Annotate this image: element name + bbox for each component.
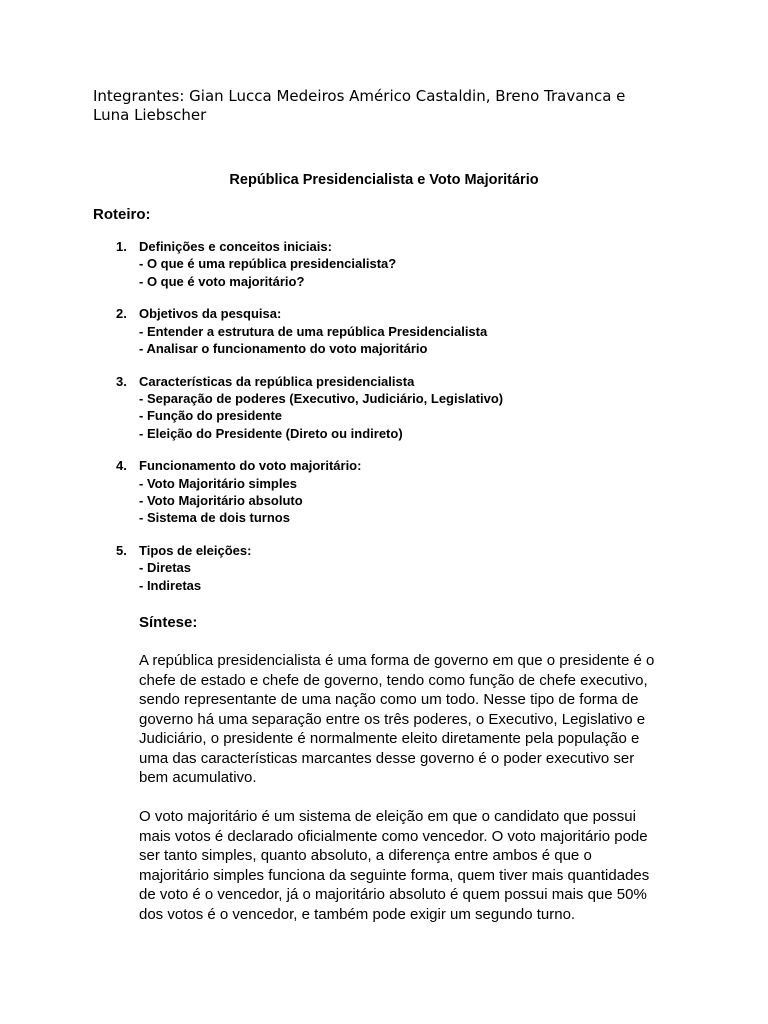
outline-subitem: - Indiretas (139, 577, 202, 593)
outline-number: 3. (116, 373, 127, 389)
outline-subitem: - O que é voto majoritário? (139, 273, 305, 289)
outline-subitem: - Função do presidente (139, 408, 283, 424)
paragraph-line: sendo representante de uma nação como um todo. Nesse tipo de forma de (139, 691, 639, 708)
paragraph-line: bem acumulativo. (139, 769, 257, 786)
outline-list (0, 238, 699, 610)
paragraph-line: majoritário simples funciona da seguinte forma, quem tiver mais quantidades (139, 866, 650, 884)
outline-heading: Funcionamento do voto majoritário: (139, 458, 362, 474)
sintese-heading: Síntese: (139, 614, 198, 631)
paragraph-line: de voto é o vencedor, já o majoritário absoluto é quem possui mais que 50% (139, 886, 647, 903)
outline-number: 4. (116, 458, 127, 474)
document-title: República Presidencialista e Voto Majoritário (229, 172, 539, 188)
outline-number: 1. (116, 239, 127, 254)
sintese-paragraph (139, 807, 684, 924)
outline-heading: Tipos de eleições: (139, 543, 252, 559)
paragraph-line: governo há uma separação entre os três poderes, o Executivo, Legislativo e (139, 710, 646, 728)
outline-heading: Objetivos da pesquisa: (139, 306, 282, 322)
outline-subitem: - Voto Majoritário simples (139, 475, 297, 491)
outline-item (0, 373, 699, 442)
members-line: Luna Liebscher (93, 106, 207, 124)
outline-heading: Características da república presidencialista (139, 373, 415, 389)
outline-subitem: - Diretas (139, 560, 192, 576)
paragraph-line: O voto majoritário é um sistema de eleição em que o candidato que possui (139, 808, 636, 825)
outline-subitem: - Sistema de dois turnos (139, 510, 290, 526)
paragraph-line: dos votos é o vencedor, e também pode exigir um segundo turno. (139, 905, 576, 923)
outline-subitem: - Separação de poderes (Executivo, Judiciário, Legislativo) (139, 391, 504, 407)
paragraph-line: chefe de estado e chefe de governo, tendo como função de chefe executivo, (139, 671, 648, 689)
outline-subitem: - Voto Majoritário absoluto (139, 493, 303, 509)
outline-number: 2. (116, 306, 127, 322)
outline-number: 5. (116, 543, 127, 559)
members-line: Integrantes: Gian Lucca Medeiros Américo Castaldin, Breno Travanca e (93, 87, 626, 105)
outline-item (0, 305, 699, 357)
outline-subitem: - Eleição do Presidente (Direto ou indireto) (139, 425, 403, 441)
outline-subitem: - Analisar o funcionamento do voto majoritário (139, 340, 428, 356)
outline-item (0, 542, 699, 594)
outline-heading: Definições e conceitos iniciais: (139, 239, 332, 254)
paragraph-line: ser tanto simples, quanto absoluto, a diferença entre ambos é que o (139, 847, 592, 864)
outline-subitem: - Entender a estrutura de uma república Presidencialista (139, 323, 488, 339)
members-text (93, 87, 693, 125)
roteiro-heading: Roteiro: (93, 206, 151, 223)
paragraph-line: mais votos é declarado oficialmente como vencedor. O voto majoritário pode (139, 827, 648, 845)
paragraph-line: Judiciário, o presidente é normalmente eleito diretamente pela população e (139, 730, 640, 747)
outline-item (0, 457, 699, 526)
sintese-paragraph (139, 651, 684, 788)
paragraph-line: uma das características marcantes desse governo é o poder executivo ser (139, 749, 635, 767)
paragraph-line: A república presidencialista é uma forma de governo em que o presidente é o (139, 652, 655, 669)
outline-item (0, 238, 699, 290)
outline-subitem: - O que é uma república presidencialista? (139, 256, 397, 272)
